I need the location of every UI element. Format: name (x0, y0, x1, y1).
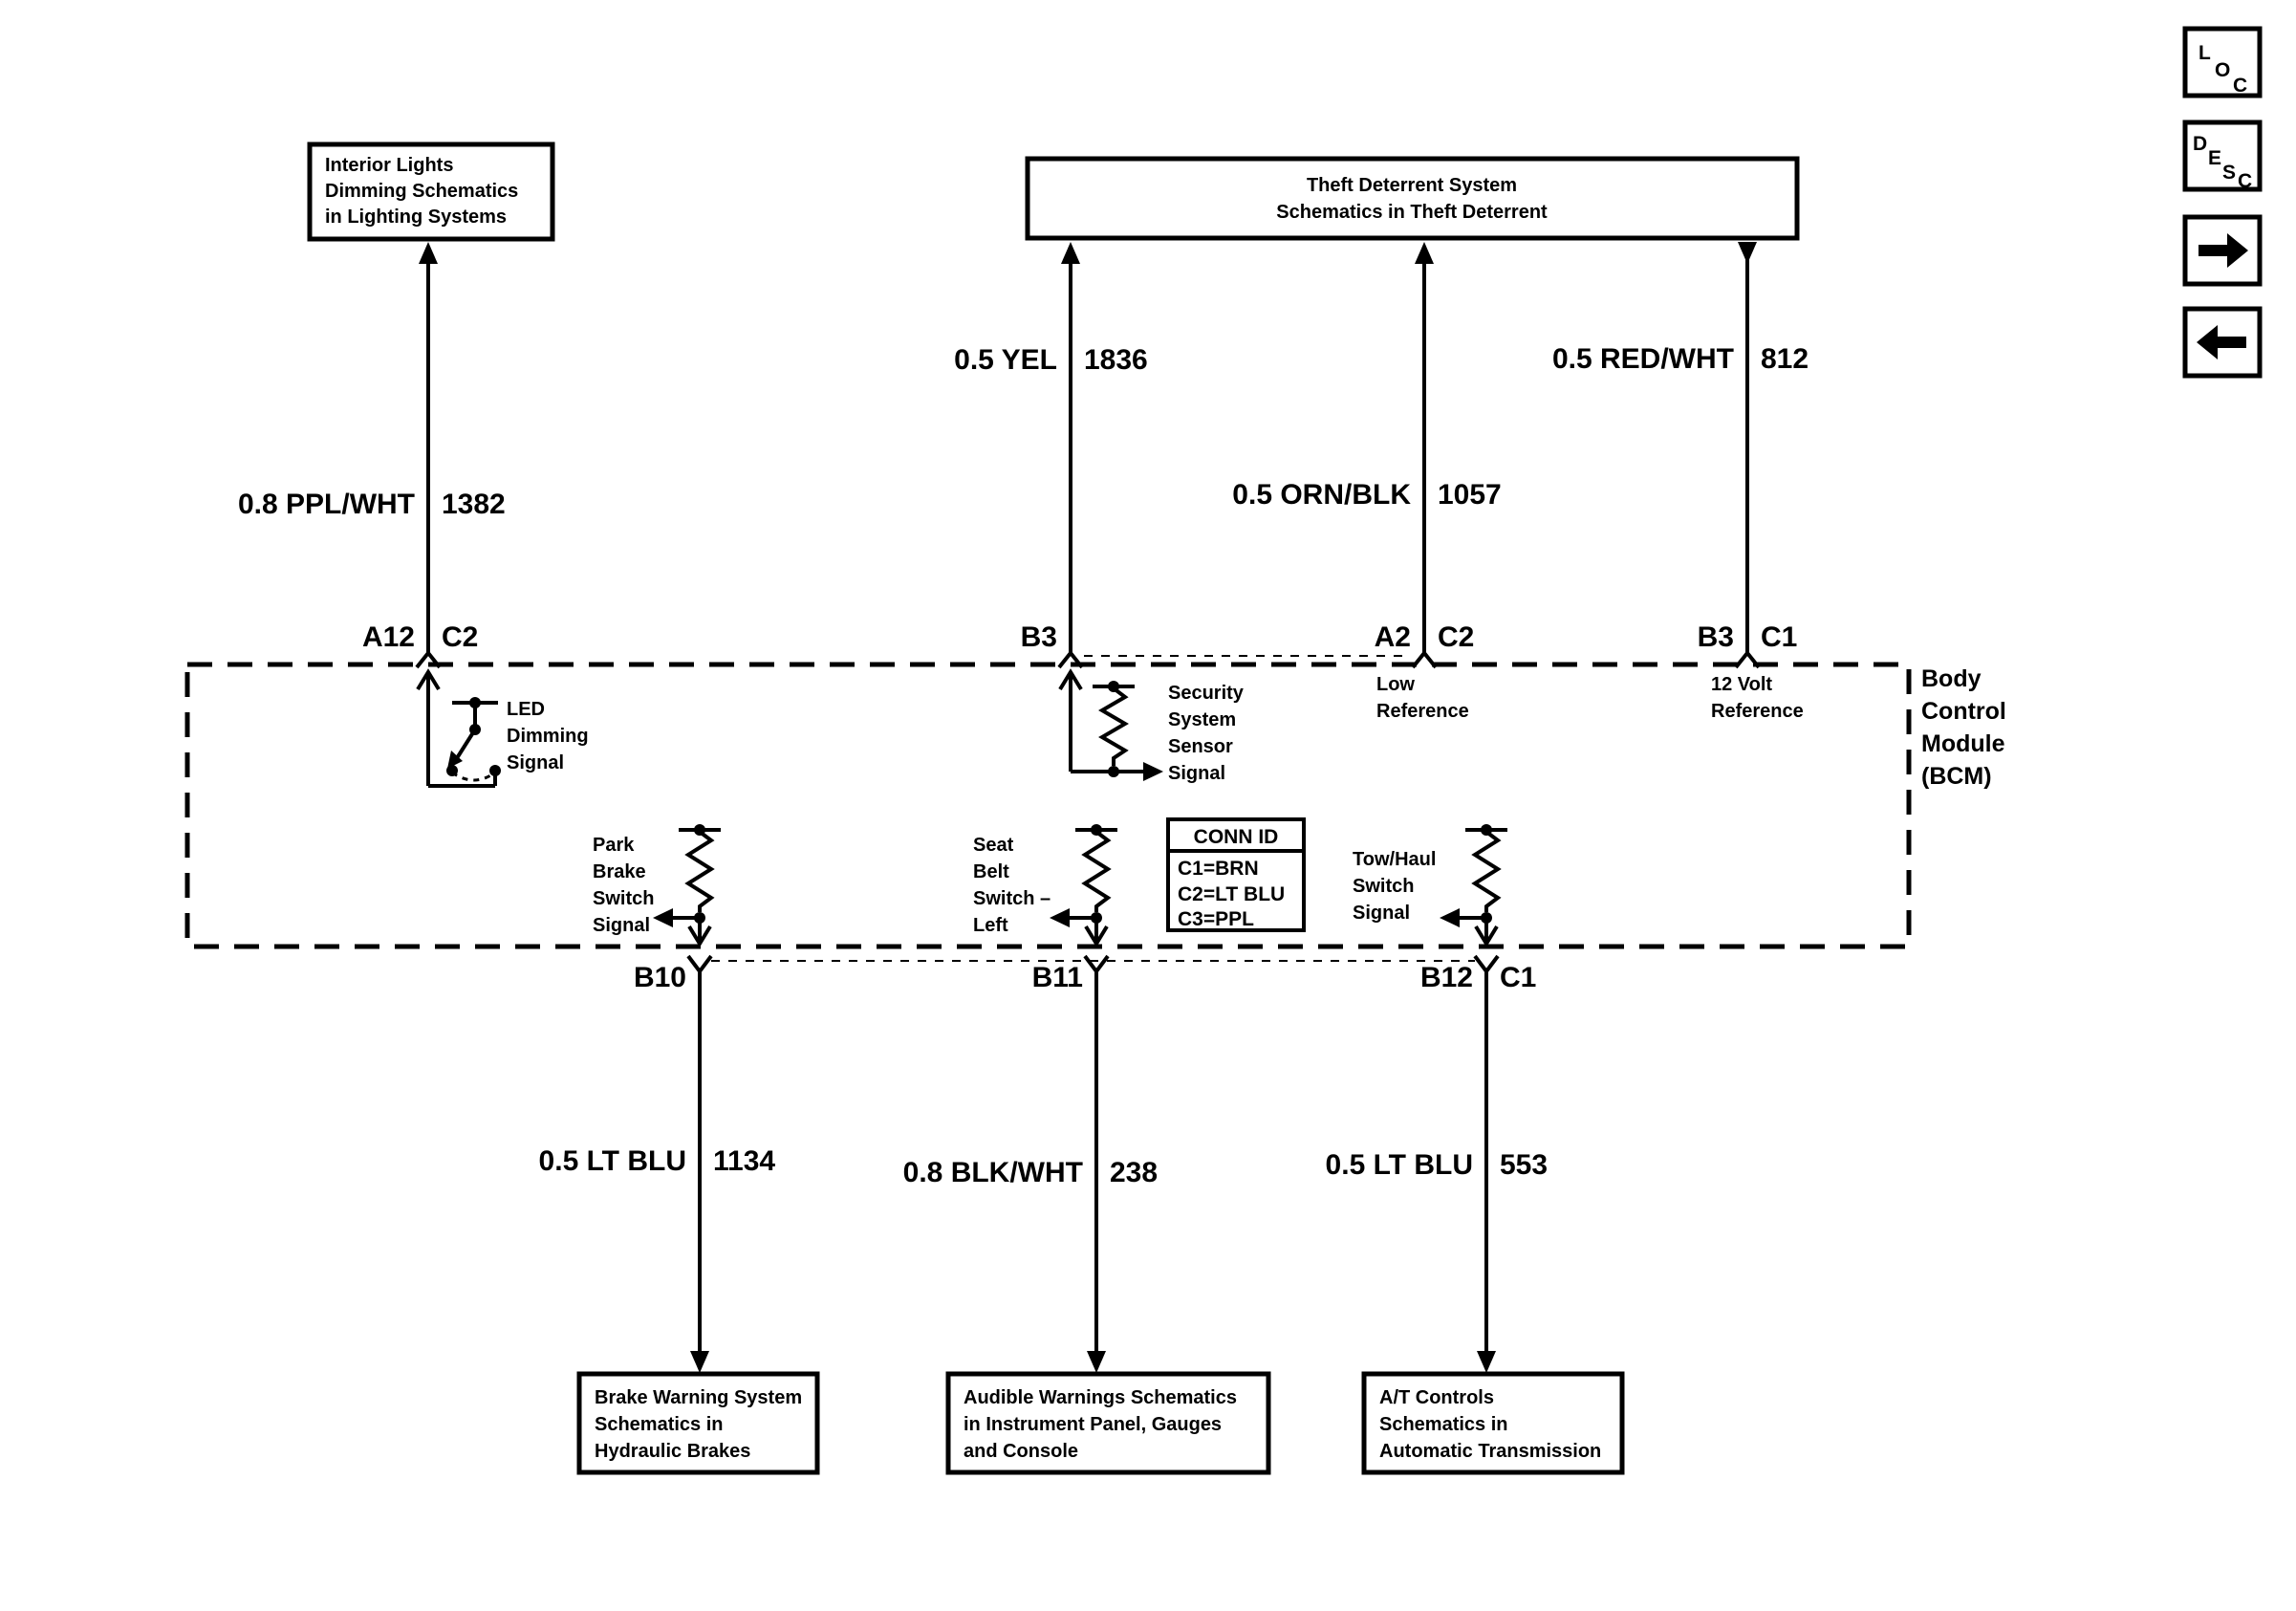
signal-arrowhead-right (1143, 762, 1163, 781)
desc-button-letter: D (2193, 133, 2208, 155)
security-sensor-signal (1060, 672, 1245, 784)
signal-label-line: 12 Volt (1711, 674, 1773, 695)
connector-chevron (1085, 956, 1108, 971)
wire-lt-blu-1134 (539, 956, 776, 1373)
conn-id-row: C1=BRN (1178, 858, 1259, 880)
signal-label-line: System (1168, 709, 1237, 730)
pin-label: B3 (1020, 621, 1057, 653)
bcm-name-line: (BCM) (1921, 763, 1992, 790)
wire-lt-blu-553 (1326, 956, 1549, 1373)
wire-ppl-wht (238, 242, 506, 667)
ref-box-line: Schematics in (1379, 1414, 1508, 1435)
ref-box-line: Theft Deterrent System (1306, 175, 1518, 196)
junction-dot (489, 765, 501, 776)
signal-label-line: Signal (1353, 903, 1411, 924)
ref-box-brake-warning[interactable] (579, 1374, 817, 1472)
wire-label: 0.8 BLK/WHT (902, 1157, 1083, 1188)
wire-label: 0.5 YEL (954, 344, 1057, 376)
wire-label: 0.5 LT BLU (1325, 1149, 1473, 1181)
arrowhead-down (1087, 1351, 1106, 1373)
arrowhead-down (690, 1351, 709, 1373)
pin-label: B3 (1697, 621, 1734, 653)
connector-chevron (688, 956, 711, 971)
ref-box-audible-warnings[interactable] (948, 1374, 1268, 1472)
ref-box-line: in Lighting Systems (325, 207, 508, 228)
conn-id-row: C3=PPL (1178, 908, 1254, 930)
circuit-number: 1134 (713, 1145, 776, 1177)
signal-label-line: LED (507, 699, 545, 720)
circuit-number: 1057 (1438, 479, 1502, 511)
pin-label: A2 (1374, 621, 1411, 653)
connector-label: C2 (442, 621, 479, 653)
low-reference-label (1376, 674, 1469, 722)
ref-box-at-controls[interactable] (1364, 1374, 1622, 1472)
signal-label-line: Signal (593, 915, 651, 936)
signal-label-line: Switch (1353, 876, 1415, 897)
wire-label: 0.8 PPL/WHT (237, 489, 415, 520)
ref-box-interior-lights[interactable] (310, 144, 552, 239)
signal-label-line: Switch – (973, 888, 1051, 909)
arrowhead-up (1415, 242, 1434, 264)
circuit-number: 238 (1110, 1157, 1159, 1188)
resistor-zigzag (1475, 832, 1498, 912)
ref-box-line: Interior Lights (325, 155, 454, 176)
wiper-arm (457, 729, 475, 758)
ref-box-line: Brake Warning System (595, 1387, 803, 1408)
conn-id-title: CONN ID (1193, 826, 1279, 848)
resistor-zigzag (1102, 688, 1125, 766)
ref-box-line: Schematics in (595, 1414, 724, 1435)
signal-label-line: Signal (1168, 763, 1226, 784)
ref-box-line: and Console (964, 1441, 1079, 1462)
wire-yel (954, 242, 1148, 667)
circuit-number: 1836 (1084, 344, 1148, 376)
resistor-zigzag (1085, 832, 1108, 912)
ref-box-theft-deterrent[interactable] (1028, 159, 1797, 238)
wire-label: 0.5 ORN/BLK (1232, 479, 1411, 511)
signal-label-line: Park (593, 835, 635, 856)
connector-label: C2 (1438, 621, 1475, 653)
wire-blk-wht (903, 956, 1158, 1373)
wire-red-wht (1552, 242, 1809, 667)
signal-label-line: Sensor (1168, 736, 1233, 757)
previous-page-button[interactable] (2185, 309, 2260, 376)
wire-orn-blk (1232, 242, 1501, 667)
led-dimming-signal (418, 672, 589, 786)
bcm-name-line: Body (1921, 665, 1982, 692)
connector-chevron (1475, 956, 1498, 971)
signal-arrowhead-left (1440, 908, 1460, 927)
circuit-number: 1382 (442, 489, 506, 520)
ref-box-line: Automatic Transmission (1379, 1441, 1602, 1462)
conn-id-row: C2=LT BLU (1178, 883, 1286, 905)
ref-box-border (1028, 159, 1797, 238)
loc-button-letter: L (2199, 42, 2211, 64)
circuit-number: 553 (1500, 1149, 1549, 1181)
dimmer-arc (452, 773, 495, 780)
resistor-zigzag (688, 832, 711, 912)
pin-label: A12 (361, 621, 415, 653)
signal-label-line: Seat (973, 835, 1014, 856)
pin-label: B11 (1031, 962, 1083, 993)
arrowhead-up (1061, 242, 1080, 264)
signal-label-line: Signal (507, 752, 565, 773)
circuit-number: 812 (1761, 343, 1809, 375)
loc-button-letter: O (2215, 59, 2231, 81)
ref-box-line: Audible Warnings Schematics (964, 1387, 1237, 1408)
volt-reference-label (1711, 674, 1804, 722)
ref-box-line: Dimming Schematics (325, 181, 519, 202)
signal-arrowhead-left (653, 908, 673, 927)
next-page-button[interactable] (2185, 217, 2260, 284)
signal-label-line: Low (1376, 674, 1415, 695)
pin-label: B10 (633, 962, 686, 993)
desc-button-letter: E (2208, 147, 2222, 169)
ref-box-line: A/T Controls (1379, 1387, 1494, 1408)
wire-label: 0.5 LT BLU (538, 1145, 686, 1177)
connector-label: C1 (1761, 621, 1798, 653)
seat-belt-switch-left (973, 824, 1117, 944)
signal-label-line: Switch (593, 888, 655, 909)
tow-haul-switch-signal (1353, 824, 1507, 944)
signal-label-line: Reference (1711, 701, 1804, 722)
park-brake-switch-signal (593, 824, 721, 944)
ref-box-line: Schematics in Theft Deterrent (1276, 202, 1548, 223)
loc-button[interactable] (2185, 29, 2260, 97)
signal-label-line: Security (1168, 683, 1244, 704)
desc-button-letter: S (2222, 162, 2237, 184)
signal-label-line: Dimming (507, 726, 589, 747)
ref-box-line: in Instrument Panel, Gauges (964, 1414, 1223, 1435)
signal-label-line: Belt (973, 861, 1009, 882)
bcm-name-line: Module (1921, 730, 2005, 757)
signal-label-line: Brake (593, 861, 646, 882)
desc-button-letter: C (2238, 170, 2253, 192)
arrowhead-up (419, 242, 438, 264)
signal-label-line: Left (973, 915, 1008, 936)
arrowhead-down (1477, 1351, 1496, 1373)
connector-label: C1 (1500, 962, 1537, 993)
left-arrow-icon (2197, 325, 2246, 359)
right-arrow-icon (2199, 233, 2248, 268)
wire-label: 0.5 RED/WHT (1551, 343, 1734, 375)
signal-label-line: Reference (1376, 701, 1469, 722)
signal-arrowhead-left (1050, 908, 1070, 927)
bcm-name-line: Control (1921, 698, 2006, 725)
conn-id-table (1168, 819, 1304, 930)
ref-box-line: Hydraulic Brakes (595, 1441, 751, 1462)
loc-button-letter: C (2233, 75, 2248, 97)
pin-label: B12 (1419, 962, 1473, 993)
signal-label-line: Tow/Haul (1353, 849, 1437, 870)
desc-button[interactable] (2185, 122, 2260, 192)
